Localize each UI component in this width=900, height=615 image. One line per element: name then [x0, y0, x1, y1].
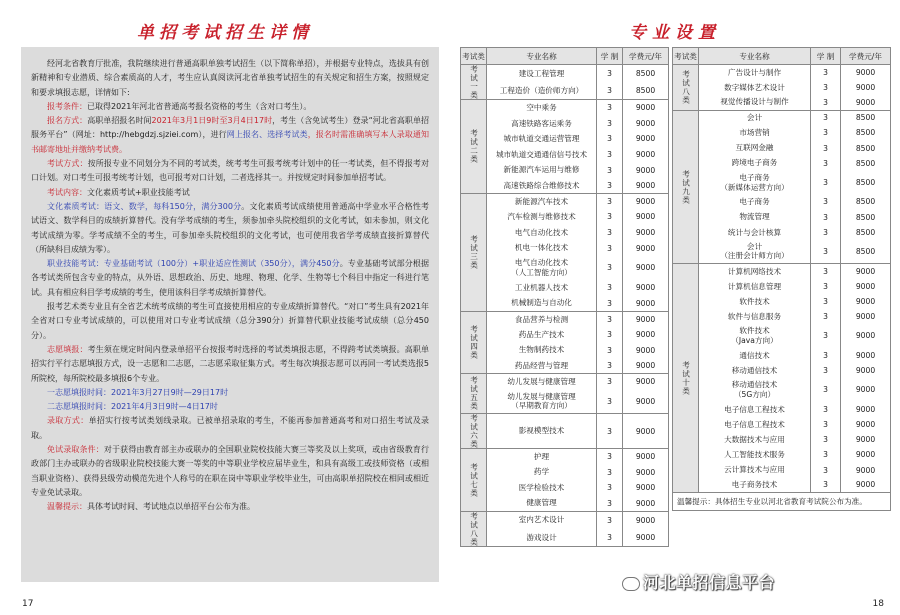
- tuition-cell: 8500: [841, 110, 891, 125]
- admission-details-box: [21, 47, 439, 582]
- category-cell: 考试三类: [461, 193, 487, 311]
- tuition-cell: 9000: [623, 147, 669, 163]
- tuition-cell: 9000: [623, 342, 669, 358]
- table-row: [461, 162, 669, 178]
- tuition-cell: 9000: [841, 363, 891, 378]
- duration-cell: 3: [597, 449, 623, 465]
- major-name-cell: 游戏设计: [487, 529, 597, 547]
- table-row: [461, 225, 669, 241]
- table-row: [461, 374, 669, 390]
- note-row: [673, 493, 891, 511]
- duration-cell: 3: [811, 417, 841, 432]
- table-row: [461, 480, 669, 496]
- table-row: [673, 462, 891, 477]
- major-name-cell: 机电一体化技术: [487, 240, 597, 256]
- major-name-cell: 互联网金融: [699, 140, 811, 155]
- major-name-cell: 电气自动化技术 （人工智能方向）: [487, 256, 597, 280]
- duration-cell: 3: [597, 464, 623, 480]
- major-name-cell: 计算机网络技术: [699, 263, 811, 278]
- tuition-cell: 9000: [841, 462, 891, 477]
- major-name-cell: 通信技术: [699, 348, 811, 363]
- table-row: [673, 432, 891, 447]
- culture-paragraph: 文化素质考试：语文、数学，每科150分，满分300分。文化素质考试成绩使用普通高中学业水平合格性考试语文、数学科目的成绩折算替代。没有学考成绩的考生，须参加牵头院校组织的文化考试，如未参加，则文化考试成绩为零。学考成绩不全的考生，可参加牵头院校组织的文化考试，也可使用我省学考成绩直接折算替代（所缺科目成绩为零）。: [31, 201, 430, 254]
- duration-cell: 3: [597, 225, 623, 241]
- duration-cell: 3: [597, 311, 623, 327]
- duration-cell: 3: [597, 240, 623, 256]
- table-row: [461, 311, 669, 327]
- category-cell: 考试七类: [461, 449, 487, 511]
- tuition-cell: 9000: [841, 402, 891, 417]
- duration-cell: 3: [811, 110, 841, 125]
- duration-cell: 3: [597, 296, 623, 312]
- table-row: [673, 171, 891, 195]
- duration-cell: 3: [811, 294, 841, 309]
- tuition-cell: 9000: [623, 511, 669, 529]
- major-name-cell: 工业机器人技术: [487, 280, 597, 296]
- major-name-cell: 幼儿发展与健康管理 （早期教育方向）: [487, 389, 597, 413]
- major-name-cell: 护理: [487, 449, 597, 465]
- tuition-cell: 8500: [623, 65, 669, 83]
- duration-cell: 3: [811, 348, 841, 363]
- major-name-cell: 生物制药技术: [487, 342, 597, 358]
- table-row: [673, 478, 891, 493]
- duration-cell: 3: [597, 342, 623, 358]
- header-major: 专业名称: [699, 48, 811, 65]
- table-row: [673, 447, 891, 462]
- table-row: [461, 529, 669, 547]
- header-tuition: 学费元/年: [623, 48, 669, 65]
- duration-cell: 3: [811, 156, 841, 171]
- duration-cell: 3: [597, 209, 623, 225]
- major-name-cell: 室内艺术设计: [487, 511, 597, 529]
- table-row: [461, 116, 669, 132]
- major-name-cell: 电子信息工程技术: [699, 417, 811, 432]
- table-row: [461, 147, 669, 163]
- table-row: [461, 82, 669, 100]
- content-paragraph: 考试内容：文化素质考试+职业技能考试: [47, 187, 190, 197]
- duration-cell: 3: [597, 65, 623, 83]
- table-row: [461, 389, 669, 413]
- duration-cell: 3: [811, 240, 841, 264]
- table-row: [673, 279, 891, 294]
- table-row: [461, 296, 669, 312]
- wechat-icon: [622, 577, 640, 591]
- header-major: 专业名称: [487, 48, 597, 65]
- duration-cell: 3: [811, 447, 841, 462]
- table-row: [673, 309, 891, 324]
- duration-cell: 3: [597, 511, 623, 529]
- major-name-cell: 城市轨道交通通信信号技术: [487, 147, 597, 163]
- tuition-cell: 9000: [623, 358, 669, 374]
- tuition-cell: 9000: [841, 378, 891, 402]
- category-cell: 考试四类: [461, 311, 487, 373]
- major-name-cell: 物流管理: [699, 210, 811, 225]
- tuition-cell: 9000: [623, 311, 669, 327]
- major-name-cell: 高速铁路综合维修技术: [487, 178, 597, 194]
- table-row: [461, 240, 669, 256]
- duration-cell: 3: [597, 193, 623, 209]
- duration-cell: 3: [811, 210, 841, 225]
- duration-cell: 3: [811, 171, 841, 195]
- table-row: [461, 256, 669, 280]
- table-row: [461, 449, 669, 465]
- major-name-cell: 新能源汽车运用与维修: [487, 162, 597, 178]
- major-name-cell: 广告设计与制作: [699, 65, 811, 80]
- tuition-cell: 9000: [841, 324, 891, 348]
- major-name-cell: 影视模型技术: [487, 413, 597, 448]
- header-duration: 学 制: [597, 48, 623, 65]
- table-row: [673, 240, 891, 264]
- tuition-cell: 9000: [841, 263, 891, 278]
- major-name-cell: 会计: [699, 110, 811, 125]
- duration-cell: 3: [811, 80, 841, 95]
- duration-cell: 3: [811, 363, 841, 378]
- table-row: [461, 178, 669, 194]
- major-name-cell: 电子商务技术: [699, 478, 811, 493]
- exempt-paragraph: 免试录取条件：对于获得由教育部主办或联办的全国职业院校技能大赛三等奖及以上奖项，或由省级教育行政部门主办或联办的省级职业院校技能大赛一等奖的中等职业学校应届毕业生，和具有高级工或技师资格（或相当职业资格）、获得县级劳动模范先进个人称号的在职在岗中等职业学校毕业生，可由高职单招院校在相同或相近专业免试录取。: [31, 445, 430, 497]
- major-name-cell: 电子商务 （新媒体运营方向）: [699, 171, 811, 195]
- tuition-cell: 9000: [841, 65, 891, 80]
- category-cell: 考试九类: [673, 110, 699, 263]
- category-cell: 考试一类: [461, 65, 487, 100]
- major-name-cell: 会计 （注册会计师方向）: [699, 240, 811, 264]
- tuition-cell: 9000: [623, 178, 669, 194]
- wish-paragraph: 志愿填报：考生须在规定时间内登录单招平台按报考时选择的考试类填报志愿，不得跨考试类填报。高职单招实行平行志愿填报方式，设一志愿和二志愿，二志愿采取征集方式。考生每次填报志愿可以再同一考试类选报5所院校，每所院校最多填报6个专业。: [31, 344, 429, 383]
- duration-cell: 3: [811, 125, 841, 140]
- category-cell: 考试十类: [673, 263, 699, 492]
- header-duration: 学 制: [811, 48, 841, 65]
- category-cell: 考试八类: [673, 65, 699, 111]
- tuition-cell: 8500: [841, 140, 891, 155]
- major-name-cell: 移动通信技术: [699, 363, 811, 378]
- duration-cell: 3: [811, 95, 841, 110]
- table-row: [673, 95, 891, 110]
- duration-cell: 3: [811, 65, 841, 80]
- duration-cell: 3: [597, 374, 623, 390]
- tuition-cell: 9000: [623, 464, 669, 480]
- tuition-cell: 9000: [623, 449, 669, 465]
- duration-cell: 3: [597, 162, 623, 178]
- major-name-cell: 移动通信技术 （5G方向）: [699, 378, 811, 402]
- category-cell: 考试六类: [461, 413, 487, 448]
- duration-cell: 3: [811, 309, 841, 324]
- table-row: [673, 125, 891, 140]
- duration-cell: 3: [811, 263, 841, 278]
- admission-note: 温馨提示：具体招生专业以河北省教育考试院公布为准。: [673, 493, 891, 511]
- duration-cell: 3: [597, 529, 623, 547]
- major-name-cell: 电子商务: [699, 194, 811, 209]
- table-row: [673, 110, 891, 125]
- table-row: [461, 131, 669, 147]
- skill-paragraph: 职业技能考试：专业基础考试（100分）+职业适应性测试（350分），满分450分。专业基础考试部分根据各考试类所包含专业的特点，从外语、思想政治、历史、地理、物理、化学、生物等七个科目中指定一科进行笔试。具有相应科目学考成绩的考生，使用该科目学考成绩折算替代。: [31, 259, 429, 297]
- majors-table-right: [672, 47, 891, 511]
- tuition-cell: 8500: [841, 194, 891, 209]
- table-row: [673, 140, 891, 155]
- table-row: [673, 263, 891, 278]
- major-name-cell: 新能源汽车技术: [487, 193, 597, 209]
- table-row: [673, 378, 891, 402]
- tuition-cell: 9000: [623, 256, 669, 280]
- majors-table-left: [460, 47, 669, 547]
- duration-cell: 3: [597, 496, 623, 512]
- right-page-title: 专业设置: [629, 23, 721, 43]
- tuition-cell: 9000: [841, 279, 891, 294]
- tuition-cell: 9000: [623, 209, 669, 225]
- table-row: [461, 65, 669, 83]
- duration-cell: 3: [811, 478, 841, 493]
- intro-paragraph: 经河北省教育厅批准，我院继续进行普通高职单独考试招生（以下简称单招），并根据专业特点，选拔具有创新精神和专业潜质、综合素质高的人才，考生应认真阅读河北省单独考试招生的有关规定和招生方案，按照规定和要求填报志愿，详情如下:: [31, 59, 429, 97]
- tuition-cell: 8500: [841, 171, 891, 195]
- major-name-cell: 云计算技术与应用: [699, 462, 811, 477]
- tuition-cell: 9000: [623, 193, 669, 209]
- duration-cell: 3: [597, 280, 623, 296]
- table-row: [461, 342, 669, 358]
- table-row: [673, 348, 891, 363]
- tuition-cell: 9000: [623, 280, 669, 296]
- tuition-cell: 9000: [623, 480, 669, 496]
- tuition-cell: 9000: [623, 327, 669, 343]
- major-name-cell: 药学: [487, 464, 597, 480]
- table-row: [673, 210, 891, 225]
- category-cell: 考试八类: [461, 511, 487, 546]
- tuition-cell: 8500: [623, 82, 669, 100]
- tuition-cell: 9000: [841, 95, 891, 110]
- table-row: [461, 496, 669, 512]
- duration-cell: 3: [811, 402, 841, 417]
- tuition-cell: 9000: [623, 116, 669, 132]
- scope-paragraph: 报考条件：已取得2021年河北省普通高考报名资格的考生（含对口考生）。: [47, 101, 312, 111]
- admission-paragraph: 录取方式：单招实行按考试类划线录取。已被单招录取的考生，不能再参加普通高考和对口招生考试及录取。: [31, 416, 430, 440]
- major-name-cell: 工程造价（造价师方向）: [487, 82, 597, 100]
- major-name-cell: 市场营销: [699, 125, 811, 140]
- major-name-cell: 人工智能技术服务: [699, 447, 811, 462]
- major-name-cell: 视觉传播设计与制作: [699, 95, 811, 110]
- tuition-cell: 9000: [841, 478, 891, 493]
- tuition-cell: 9000: [623, 131, 669, 147]
- major-name-cell: 食品营养与检测: [487, 311, 597, 327]
- major-name-cell: 软件与信息服务: [699, 309, 811, 324]
- second-wish-time: 二志愿填报时间：2021年4月3日9时—4日17时: [47, 402, 218, 412]
- table-header-row: [461, 48, 669, 65]
- duration-cell: 3: [597, 256, 623, 280]
- header-category: 考试类: [673, 48, 699, 65]
- tuition-cell: 9000: [623, 296, 669, 312]
- duration-cell: 3: [597, 116, 623, 132]
- tuition-cell: 9000: [841, 348, 891, 363]
- tuition-cell: 8500: [841, 156, 891, 171]
- table-header-row: [673, 48, 891, 65]
- major-name-cell: 计算机信息管理: [699, 279, 811, 294]
- duration-cell: 3: [597, 100, 623, 116]
- signup-paragraph: 报名方式：高职单招报名时间2021年3月1日9时至3月4日17时，考生（含免试考生）登录“河北省高职单招服务平台”（网址：http://hebgdzj.sjziei.com），进行网上报名、选择考试类，报名时需准确填写本人录取通知书邮寄地址并缴纳考试费。: [31, 116, 429, 154]
- table-row: [673, 294, 891, 309]
- category-cell: 考试五类: [461, 374, 487, 414]
- duration-cell: 3: [811, 194, 841, 209]
- first-wish-time: 一志愿填报时间：2021年3月27日9时—29日17时: [47, 387, 229, 397]
- duration-cell: 3: [597, 358, 623, 374]
- tuition-cell: 9000: [623, 225, 669, 241]
- major-name-cell: 幼儿发展与健康管理: [487, 374, 597, 390]
- duration-cell: 3: [811, 225, 841, 240]
- left-page-title: 单招考试招生详情: [137, 23, 313, 43]
- duration-cell: 3: [811, 432, 841, 447]
- header-category: 考试类: [461, 48, 487, 65]
- duration-cell: 3: [597, 82, 623, 100]
- duration-cell: 3: [597, 389, 623, 413]
- duration-cell: 3: [597, 413, 623, 448]
- major-name-cell: 电气自动化技术: [487, 225, 597, 241]
- tuition-cell: 9000: [841, 447, 891, 462]
- tuition-cell: 9000: [623, 374, 669, 390]
- table-row: [461, 511, 669, 529]
- header-tuition: 学费元/年: [841, 48, 891, 65]
- major-name-cell: 统计与会计核算: [699, 225, 811, 240]
- tuition-cell: 9000: [841, 294, 891, 309]
- duration-cell: 3: [597, 327, 623, 343]
- duration-cell: 3: [811, 279, 841, 294]
- tuition-cell: 8500: [841, 225, 891, 240]
- tuition-cell: 9000: [841, 80, 891, 95]
- right-page: [450, 0, 900, 615]
- table-row: [673, 417, 891, 432]
- table-row: [673, 65, 891, 80]
- major-name-cell: 电子信息工程技术: [699, 402, 811, 417]
- major-name-cell: 医学检验技术: [487, 480, 597, 496]
- tuition-cell: 8500: [841, 210, 891, 225]
- table-row: [461, 280, 669, 296]
- duration-cell: 3: [811, 462, 841, 477]
- tuition-cell: 9000: [841, 309, 891, 324]
- major-name-cell: 建设工程管理: [487, 65, 597, 83]
- method-paragraph: 考试方式：按所报专业不同划分为不同的考试类，统考考生可报考统考计划中的任一考试类，但不得报考对口计划。对口考生可报考统考计划，也可报考对口计划，二者选择其一。并按规定时间参加单招考试。: [31, 159, 429, 183]
- table-row: [673, 402, 891, 417]
- major-name-cell: 跨境电子商务: [699, 156, 811, 171]
- duration-cell: 3: [811, 140, 841, 155]
- art-paragraph: 报考艺术类专业且有全省艺术统考成绩的考生可直接使用相应的专业成绩折算替代。“对口”考生具有2021年全省对口专业考试成绩的，可以使用对口专业考试成绩（总分390分）折算替代职业技能考试成绩（总分450分）。: [31, 302, 429, 340]
- table-row: [461, 327, 669, 343]
- major-name-cell: 汽车检测与维修技术: [487, 209, 597, 225]
- major-name-cell: 机械制造与自动化: [487, 296, 597, 312]
- major-name-cell: 数字媒体艺术设计: [699, 80, 811, 95]
- tuition-cell: 9000: [623, 413, 669, 448]
- table-row: [461, 209, 669, 225]
- right-page-number: 18: [872, 599, 884, 609]
- major-name-cell: 药品生产技术: [487, 327, 597, 343]
- tuition-cell: 9000: [623, 496, 669, 512]
- major-name-cell: 软件技术: [699, 294, 811, 309]
- major-name-cell: 空中乘务: [487, 100, 597, 116]
- tuition-cell: 9000: [623, 162, 669, 178]
- table-row: [673, 80, 891, 95]
- major-name-cell: 软件技术 （Java方向）: [699, 324, 811, 348]
- table-row: [673, 194, 891, 209]
- tuition-cell: 9000: [623, 100, 669, 116]
- tuition-cell: 8500: [841, 125, 891, 140]
- tuition-cell: 9000: [841, 432, 891, 447]
- table-row: [461, 100, 669, 116]
- table-row: [461, 358, 669, 374]
- table-row: [673, 324, 891, 348]
- major-name-cell: 城市轨道交通运营管理: [487, 131, 597, 147]
- table-row: [461, 193, 669, 209]
- tuition-cell: 9000: [841, 417, 891, 432]
- major-name-cell: 健康管理: [487, 496, 597, 512]
- duration-cell: 3: [597, 480, 623, 496]
- table-row: [461, 413, 669, 448]
- major-name-cell: 药品经营与管理: [487, 358, 597, 374]
- duration-cell: 3: [597, 131, 623, 147]
- table-row: [673, 225, 891, 240]
- tuition-cell: 9000: [623, 240, 669, 256]
- tips-paragraph: 温馨提示：具体考试时间、考试地点以单招平台公布为准。: [47, 502, 255, 512]
- duration-cell: 3: [811, 378, 841, 402]
- table-row: [673, 156, 891, 171]
- watermark: 河北单招信息平台: [622, 570, 775, 593]
- major-name-cell: 大数据技术与应用: [699, 432, 811, 447]
- duration-cell: 3: [597, 178, 623, 194]
- tuition-cell: 9000: [623, 529, 669, 547]
- tuition-cell: 8500: [841, 240, 891, 264]
- tuition-cell: 9000: [623, 389, 669, 413]
- duration-cell: 3: [597, 147, 623, 163]
- major-name-cell: 高速铁路客运乘务: [487, 116, 597, 132]
- left-page-number: 17: [22, 599, 34, 609]
- table-row: [673, 363, 891, 378]
- duration-cell: 3: [811, 324, 841, 348]
- table-row: [461, 464, 669, 480]
- category-cell: 考试二类: [461, 100, 487, 194]
